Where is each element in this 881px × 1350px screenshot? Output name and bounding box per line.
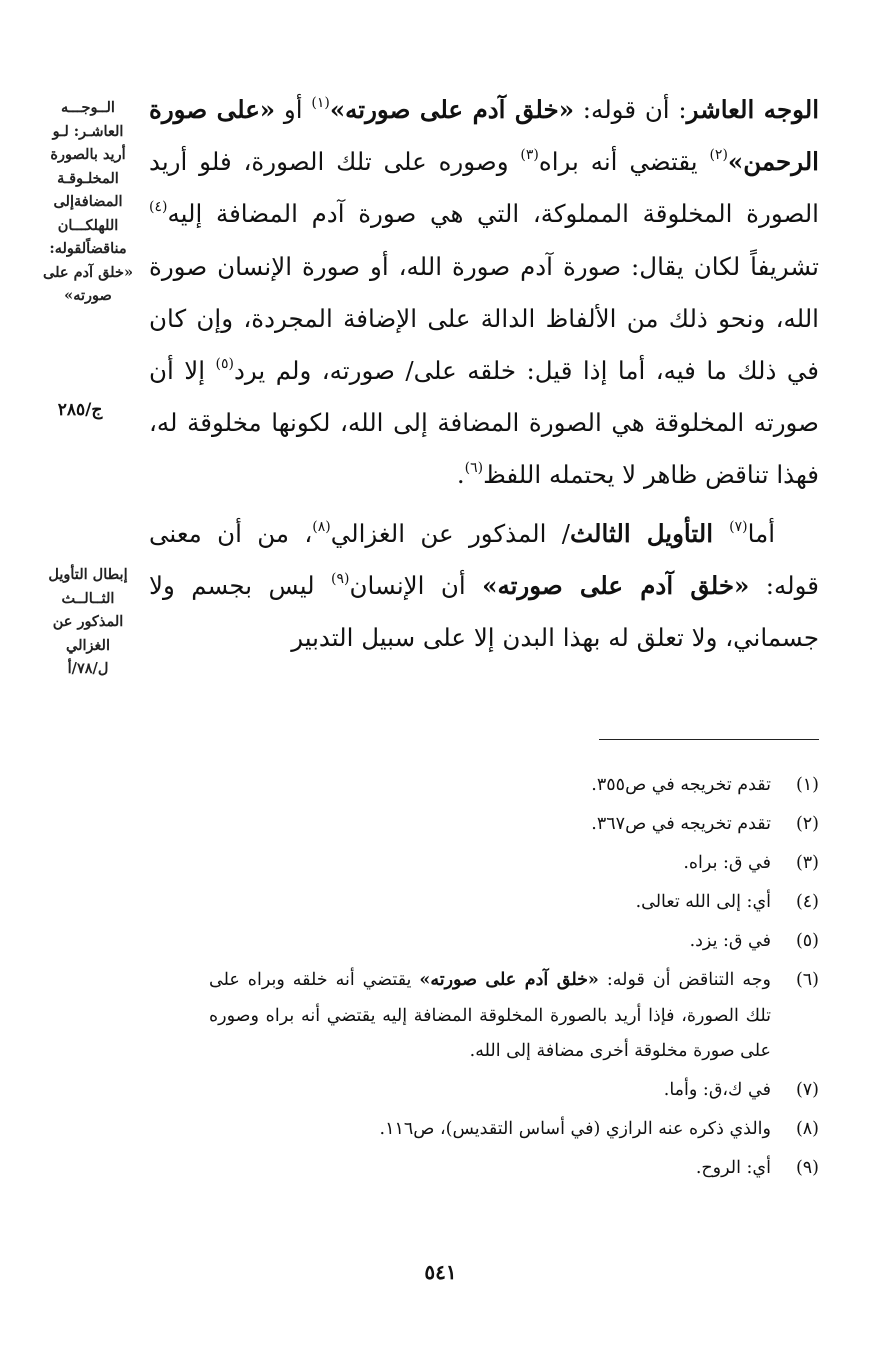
text-run: إلا أن صورته المخلوقة هي الصورة المضافة إلى الله، لكونها مخلوقة له، فهذا تناقض ظاهر لا يحتمله اللفظ: [149, 356, 819, 490]
main-text: [149, 84, 819, 664]
footnote-number: (١): [795, 775, 819, 795]
footnote-text: أي: الروح.: [695, 1158, 771, 1178]
footnote-ref[interactable]: (٣): [520, 147, 539, 164]
text-run: ليس بجسم ولا جسماني، ولا تعلق له بهذا البدن إلا على سبيل التدبير: [149, 570, 819, 653]
margin-note-line: إبطال التأويل: [48, 566, 128, 583]
footnote-item: [149, 768, 819, 804]
footnote-item: [149, 1073, 819, 1109]
footnote-number: (٦): [795, 970, 819, 990]
footnote-ref[interactable]: (٦): [464, 460, 484, 477]
margin-note-tenth-aspect: [32, 96, 144, 308]
footnote-ref[interactable]: (٨): [312, 518, 331, 535]
footnote-text: في ك،ق: وأما.: [663, 1080, 771, 1100]
text-run: أن الإنسان: [349, 570, 483, 600]
margin-note-line: الثــالــث: [61, 589, 115, 607]
margin-note-line: الغزالي: [66, 636, 110, 654]
footnote-item: [149, 924, 819, 960]
footnote-text-run: يقتضي أنه خلقه وبراه على تلك الصورة، فإذا أريد بالصورة المخلوقة المضافة إليه يقتضي أنه براه وصوره على صورة مخلوقة أخرى مضافة إلى الله.: [209, 970, 771, 1061]
margin-note-line: صورته»: [64, 287, 112, 304]
margin-note-line: المذكور عن: [52, 613, 124, 630]
page-number: ٥٤١: [424, 1260, 457, 1284]
footnote-ref[interactable]: (٢): [709, 147, 728, 164]
text-run: تشريفاً لكان يقال: صورة آدم صورة الله، أو صورة الإنسان صورة الله، ونحو ذلك من الألفاظ الدالة على الإضافة المجردة، وإن كان في ذلك ما فيه، أما إذا قيل: خلقه على/ صورته، ولم يرد: [149, 251, 819, 386]
footnote-number: (٧): [795, 1080, 819, 1100]
manuscript-reference: ج/٢٨٥: [57, 400, 103, 420]
text-run: / المذكور عن الغزالي: [330, 518, 570, 548]
footnote-item: [149, 963, 819, 1070]
paragraph-third-interpretation: [149, 508, 819, 665]
footnote-number: (٤): [795, 892, 819, 912]
footnote-text: [149, 963, 771, 1070]
margin-note-line: الــوجـــه: [61, 99, 115, 116]
margin-note-line: المخلـوقـة: [57, 169, 119, 187]
footnote-ref[interactable]: (١): [311, 95, 330, 111]
footnote-text: في ق: براه.: [683, 853, 771, 873]
margin-note-third-interpretation: [32, 563, 144, 681]
text-run: وصوره على تلك الصورة، فلو أريد الصورة المخلوقة المملوكة، التي هي صورة آدم المضافة إليه: [149, 147, 819, 229]
footnote-ref[interactable]: (٥): [215, 356, 234, 373]
footnote-item: [149, 846, 819, 882]
text-run: أما: [747, 518, 776, 548]
text-run: : أن قوله:: [574, 95, 687, 124]
margin-note-line: العاشـر: لـو: [52, 122, 124, 140]
footnote-text: تقدم تخريجه في ص٣٥٥.: [591, 775, 771, 795]
paragraph-tenth-aspect: [149, 84, 819, 502]
footnote-text: أي: إلى الله تعالى.: [635, 892, 771, 912]
footnote-number: (٨): [795, 1119, 819, 1139]
footnote-number: (٢): [795, 814, 819, 834]
footnote-item: [149, 807, 819, 843]
footnote-text-run: وجه التناقض أن قوله:: [598, 970, 772, 990]
section-lead: التأويل الثالث: [570, 518, 730, 548]
footnotes: [149, 768, 819, 1190]
margin-note-line: المضافةإلى: [53, 193, 123, 210]
margin-note-line: «خلق آدم على: [42, 263, 134, 281]
footnote-ref[interactable]: (٤): [149, 199, 168, 216]
footnote-text: في ق: يزد.: [689, 931, 771, 951]
footnote-separator: [599, 739, 819, 740]
footnote-item: [149, 1151, 819, 1187]
hadith-quote: «خلق آدم على صورته»: [419, 970, 599, 990]
margin-note-line: اللهلكـــان: [57, 216, 119, 234]
text-run: .: [456, 460, 465, 490]
footnote-text: تقدم تخريجه في ص٣٦٧.: [591, 814, 771, 834]
footnote-number: (٣): [795, 853, 819, 873]
hadith-quote: «على صورة الرحمن»: [149, 95, 819, 177]
footnote-number: (٩): [795, 1158, 819, 1178]
margin-note-line: ل/٧٨/أ: [67, 660, 109, 677]
text-run: ، من أن معنى قوله:: [149, 518, 820, 600]
footnote-ref[interactable]: (٩): [331, 570, 350, 587]
footnote-text: والذي ذكره عنه الرازي (في أساس التقديس)، ص١١٦.: [379, 1119, 771, 1139]
hadith-quote: «خلق آدم على صورته»: [482, 570, 750, 600]
margin-note-line: أريد بالصورة: [50, 146, 126, 163]
margin-note-line: مناقضاًلقوله:: [49, 240, 127, 257]
footnote-item: [149, 885, 819, 921]
hadith-quote: «خلق آدم على صورته»: [329, 95, 575, 124]
footnote-item: [149, 1112, 819, 1148]
footnote-ref[interactable]: (٧): [729, 518, 748, 535]
text-run: يقتضي أنه براه: [538, 147, 710, 177]
footnote-number: (٥): [795, 931, 819, 951]
text-run: أو: [275, 95, 312, 124]
section-lead: الوجه العاشر: [686, 95, 820, 124]
